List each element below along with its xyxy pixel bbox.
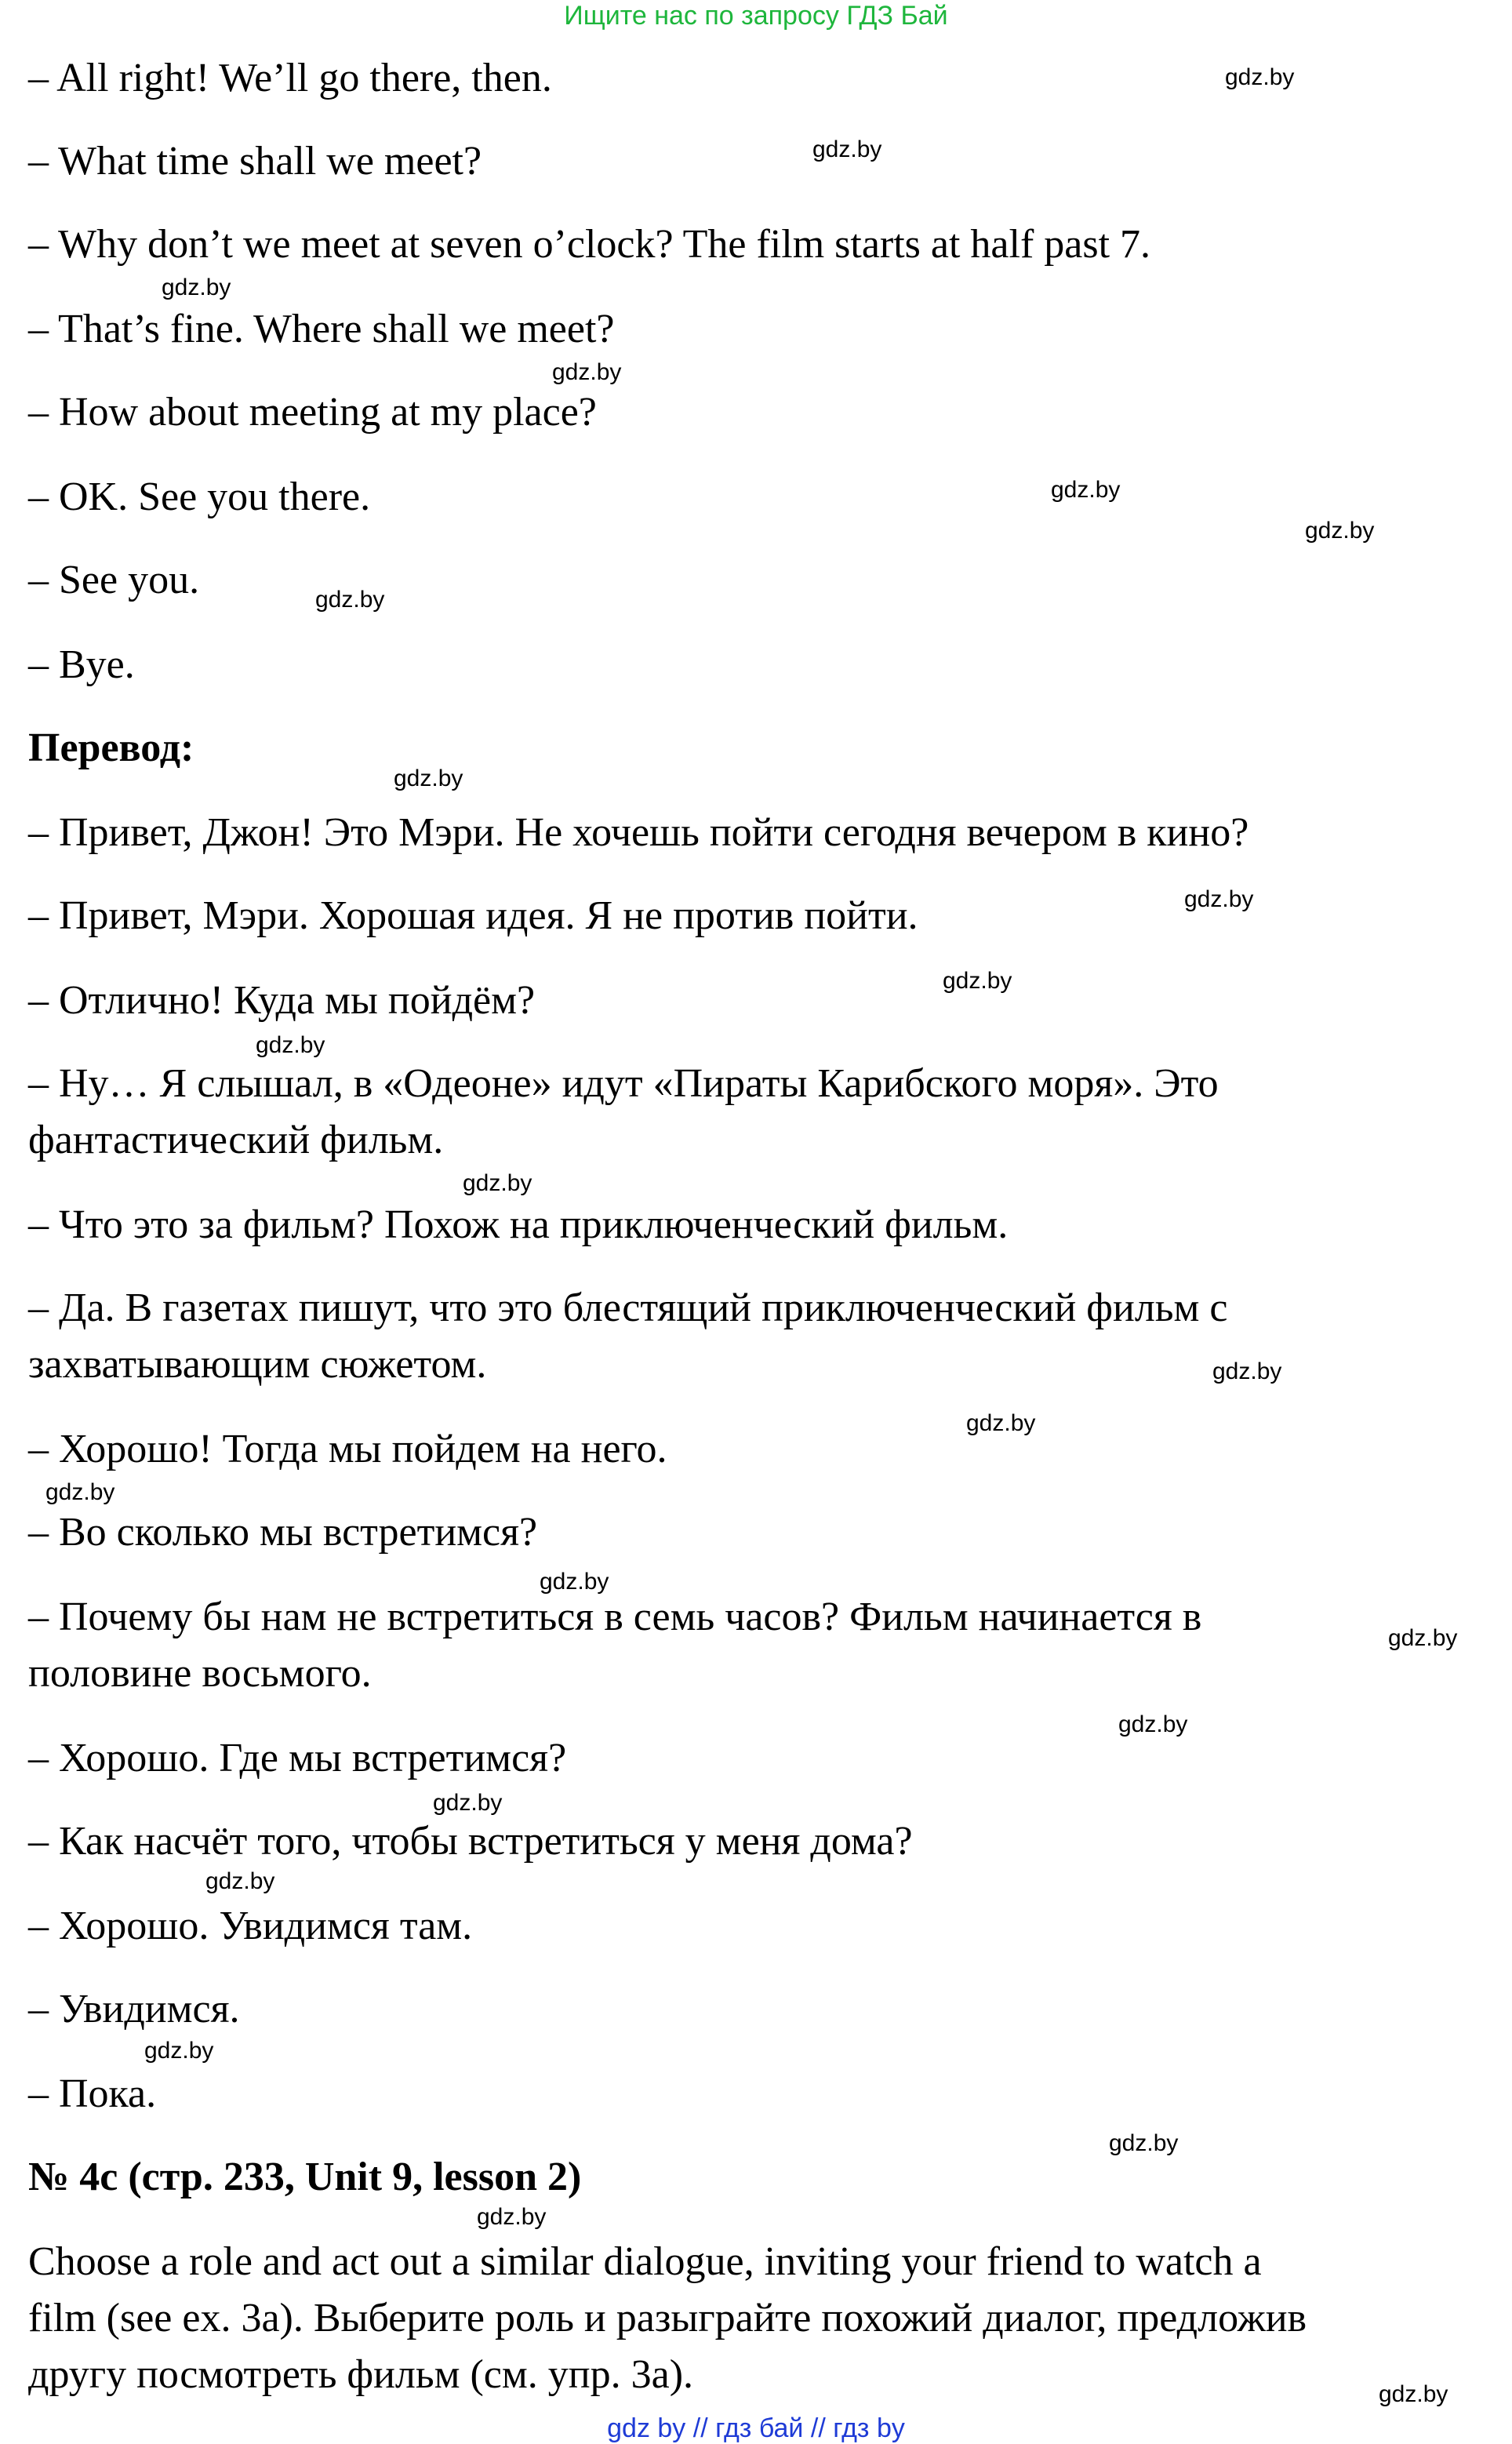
watermark: gdz.by (433, 1790, 503, 1816)
translation-line: фантастический фильм. (28, 1118, 444, 1162)
watermark: gdz.by (205, 1868, 275, 1894)
watermark: gdz.by (1379, 2381, 1448, 2407)
top-banner[interactable]: Ищите нас по запросу ГДЗ Бай (564, 1, 948, 31)
translation-line: – Привет, Мэри. Хорошая идея. Я не против пойти. (28, 893, 918, 938)
watermark: gdz.by (256, 1032, 325, 1058)
translation-line: – Увидимся. (28, 1987, 240, 2031)
watermark: gdz.by (162, 275, 231, 300)
watermark: gdz.by (45, 1479, 115, 1505)
translation-line: – Почему бы нам не встретиться в семь часов? Фильм начинается в (28, 1595, 1202, 1639)
footer-links[interactable]: gdz by // гдз бай // гдз by (607, 2413, 905, 2443)
translation-line: – Хорошо. Где мы встретимся? (28, 1736, 567, 1780)
translation-line: – Как насчёт того, чтобы встретиться у меня дома? (28, 1819, 913, 1864)
translation-line: половине восьмого. (28, 1651, 372, 1696)
watermark: gdz.by (1184, 886, 1254, 912)
dialogue-line: – See you. (28, 558, 200, 602)
dialogue-line: – That’s fine. Where shall we meet? (28, 307, 615, 351)
translation-line: – Пока. (28, 2071, 157, 2116)
translation-line: – Хорошо. Увидимся там. (28, 1904, 473, 1948)
watermark: gdz.by (1051, 477, 1121, 503)
dialogue-line: – Why don’t we meet at seven o’clock? The film starts at half past 7. (28, 222, 1151, 267)
exercise-text: другу посмотреть фильм (см. упр. 3а). (28, 2352, 694, 2397)
watermark: gdz.by (943, 968, 1012, 994)
watermark: gdz.by (1212, 1358, 1282, 1384)
watermark: gdz.by (315, 587, 385, 613)
dialogue-line: – How about meeting at my place? (28, 390, 597, 435)
dialogue-line: – Bye. (28, 642, 135, 687)
exercise-heading: № 4c (стр. 233, Unit 9, lesson 2) (28, 2155, 582, 2199)
watermark: gdz.by (1305, 518, 1375, 544)
exercise-text: film (see ex. 3a). Выберите роль и разыграйте похожий диалог, предложив (28, 2296, 1307, 2340)
watermark: gdz.by (1109, 2130, 1179, 2156)
translation-line: захватывающим сюжетом. (28, 1342, 487, 1387)
watermark: gdz.by (144, 2038, 214, 2064)
watermark: gdz.by (966, 1410, 1036, 1436)
watermark: gdz.by (463, 1170, 532, 1196)
translation-line: – Хорошо! Тогда мы пойдем на него. (28, 1427, 667, 1471)
translation-line: – Ну… Я слышал, в «Одеоне» идут «Пираты Карибского моря». Это (28, 1061, 1219, 1106)
watermark: gdz.by (1388, 1625, 1458, 1651)
dialogue-line: – What time shall we meet? (28, 139, 482, 184)
watermark: gdz.by (394, 766, 463, 791)
watermark: gdz.by (477, 2204, 547, 2230)
translation-line: – Отлично! Куда мы пойдём? (28, 978, 536, 1023)
translation-line: – Что это за фильм? Похож на приключенческий фильм. (28, 1202, 1009, 1247)
dialogue-line: – All right! We’ll go there, then. (28, 56, 552, 100)
watermark: gdz.by (812, 136, 882, 162)
translation-line: – Во сколько мы встретимся? (28, 1510, 538, 1555)
watermark: gdz.by (1118, 1711, 1188, 1737)
translation-heading: Перевод: (28, 726, 194, 770)
watermark: gdz.by (540, 1569, 609, 1595)
watermark: gdz.by (552, 359, 622, 385)
translation-line: – Да. В газетах пишут, что это блестящий приключенческий фильм с (28, 1286, 1228, 1330)
watermark: gdz.by (1225, 64, 1295, 90)
exercise-text: Choose a role and act out a similar dialogue, inviting your friend to watch a (28, 2239, 1262, 2284)
translation-line: – Привет, Джон! Это Мэри. Не хочешь пойти сегодня вечером в кино? (28, 810, 1249, 855)
dialogue-line: – OK. See you there. (28, 475, 371, 519)
